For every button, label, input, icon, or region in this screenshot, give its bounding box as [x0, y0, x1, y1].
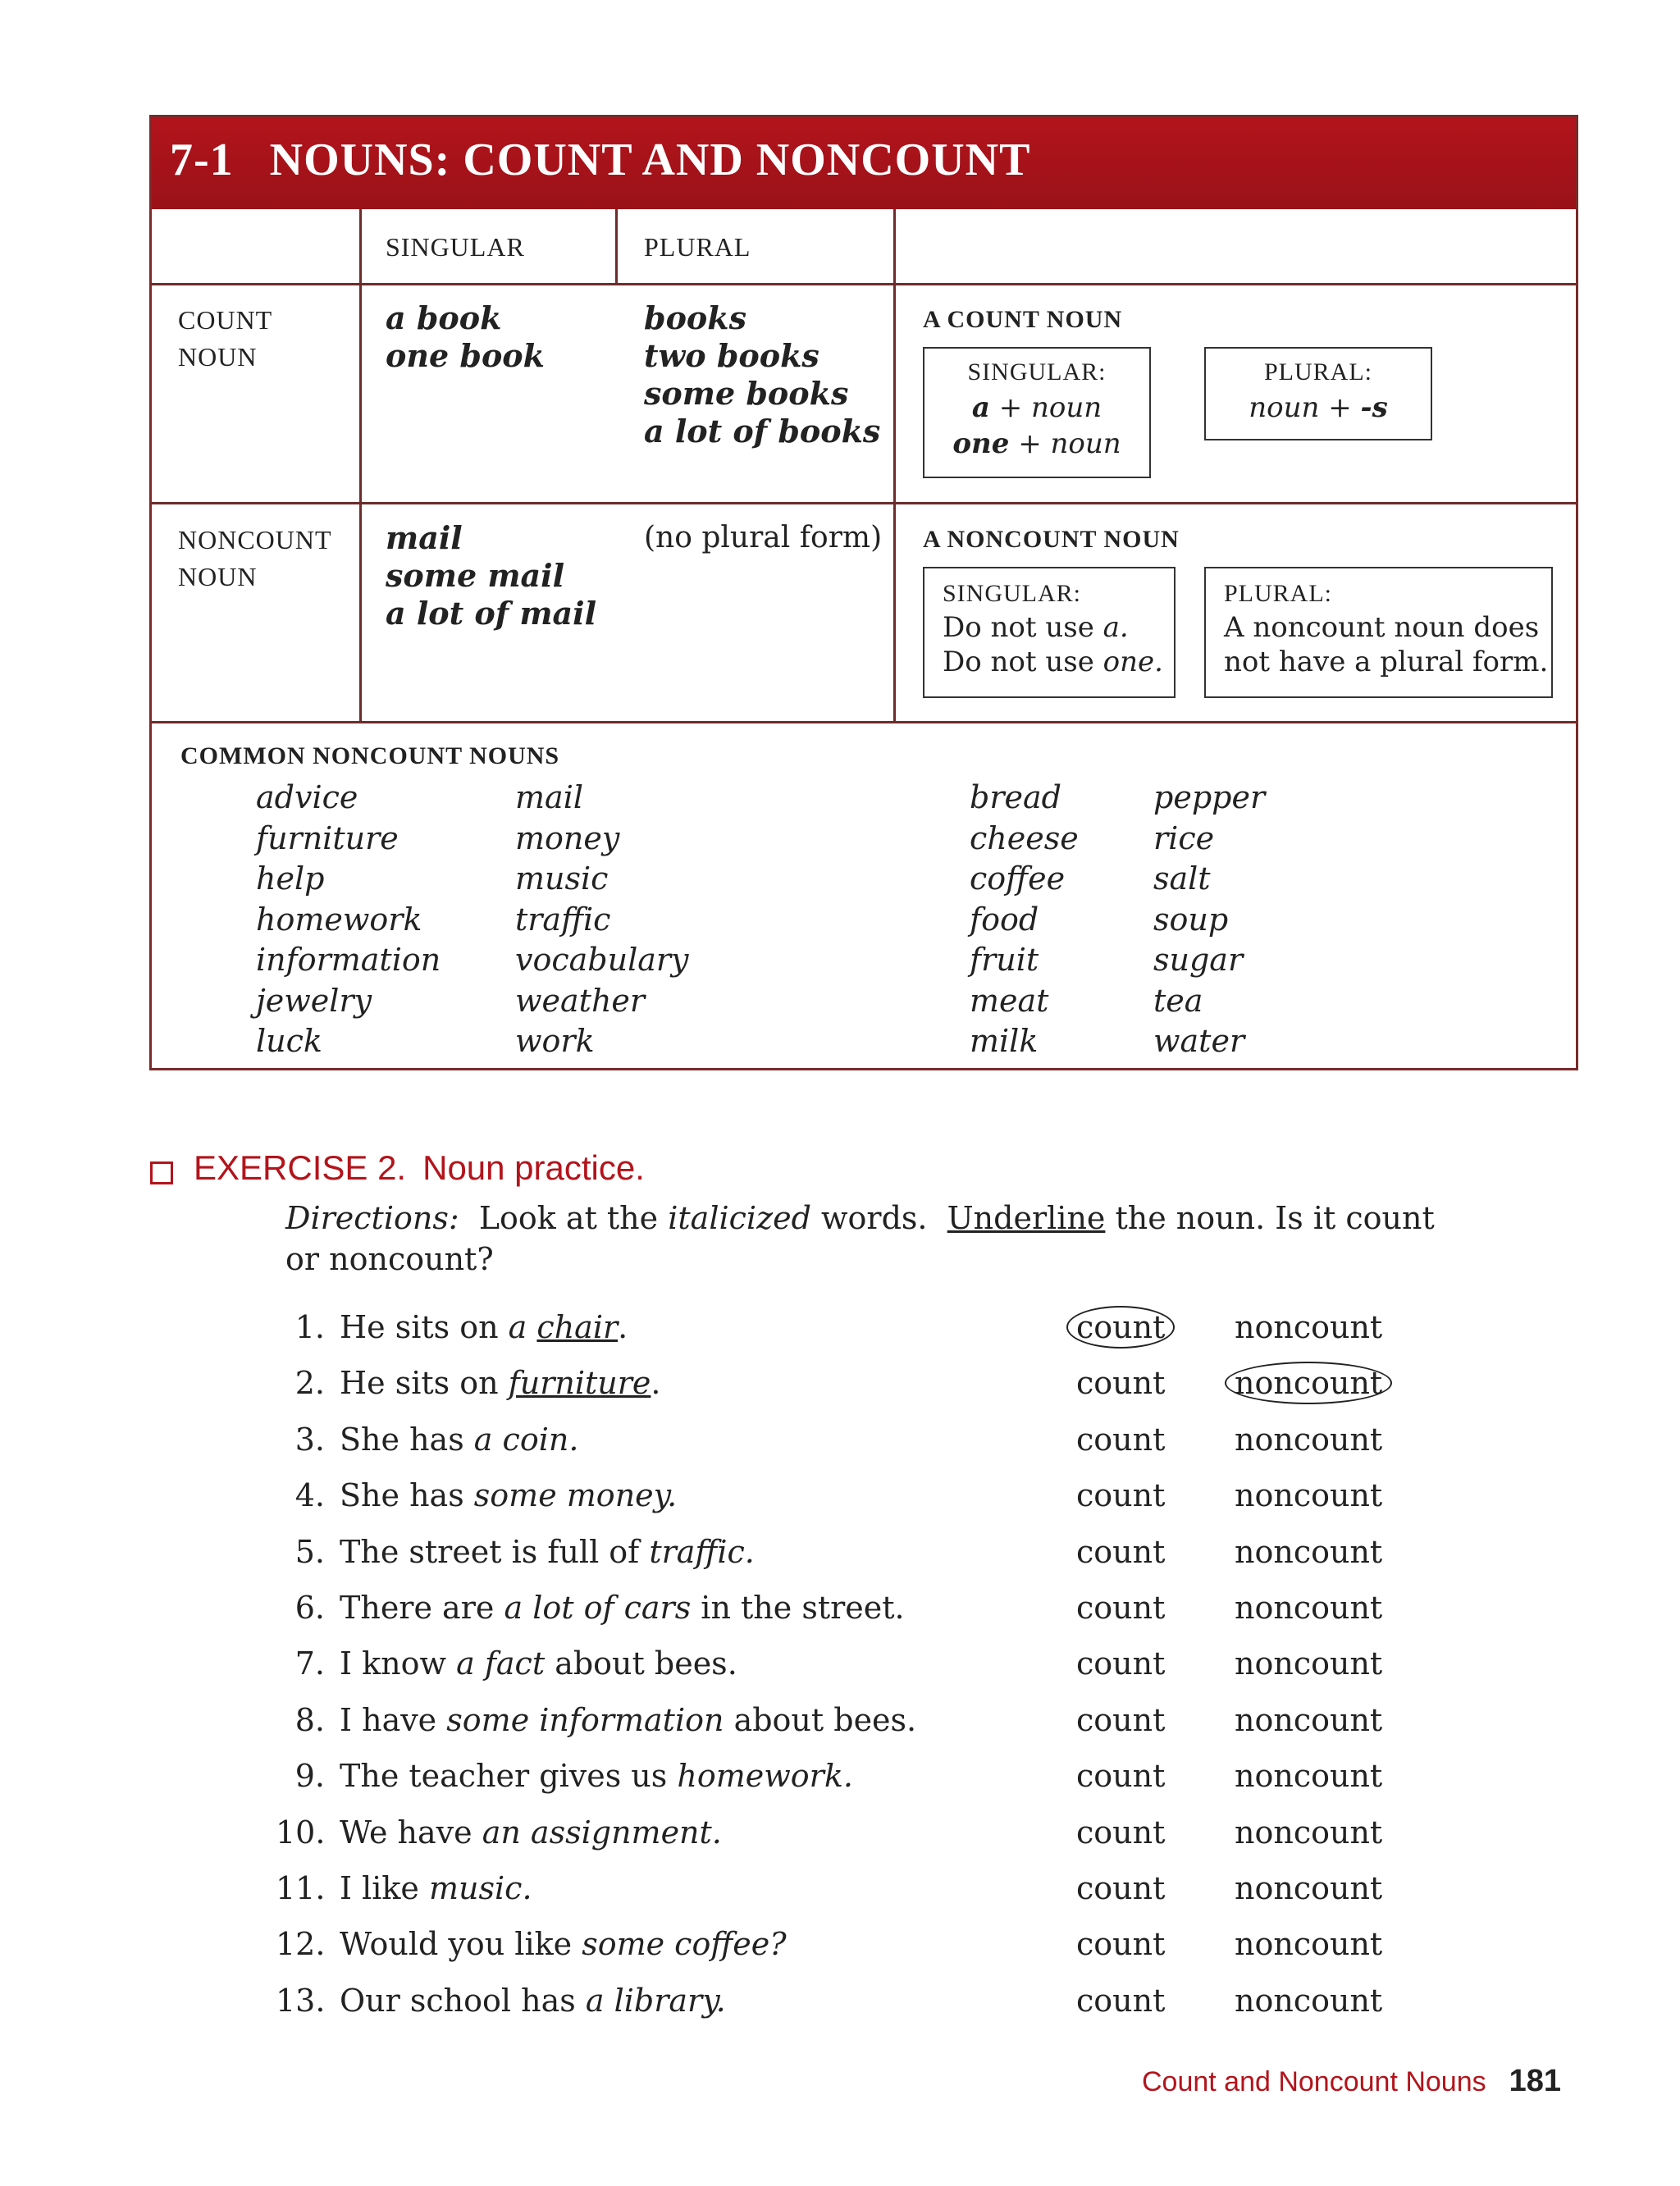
option-noncount[interactable]: noncount: [1235, 1645, 1383, 1682]
directions-label: Directions:: [285, 1200, 459, 1236]
question-text: We have an assignment.: [340, 1814, 722, 1851]
noun-item: advice: [256, 779, 358, 815]
question-text: She has a coin.: [340, 1422, 579, 1458]
option-noncount[interactable]: noncount: [1235, 1309, 1383, 1345]
example: a lot of books: [644, 413, 881, 450]
example: one book: [386, 337, 545, 374]
option-count[interactable]: count: [1076, 1702, 1166, 1738]
option-count[interactable]: count: [1076, 1814, 1166, 1851]
noun-item: traffic: [515, 901, 611, 938]
example: a book: [386, 299, 502, 336]
question-text: I like music.: [340, 1870, 532, 1906]
option-noncount[interactable]: noncount: [1235, 1926, 1383, 1962]
noun-item: rice: [1153, 819, 1215, 856]
noun-item: information: [256, 942, 441, 978]
noun-item: tea: [1153, 982, 1203, 1019]
noun-item: music: [515, 860, 609, 897]
page-number: 181: [1509, 2064, 1562, 2098]
divider: [152, 721, 1576, 723]
option-noncount[interactable]: noncount: [1235, 1814, 1383, 1851]
noncount-plural-box: [1204, 567, 1553, 698]
option-noncount[interactable]: noncount: [1235, 1758, 1383, 1794]
box-label: PLURAL:: [1263, 358, 1372, 386]
divider: [359, 209, 362, 721]
divider: [893, 209, 896, 721]
question-text: She has some money.: [340, 1477, 678, 1513]
option-count[interactable]: count: [1076, 1590, 1166, 1626]
option-count[interactable]: count: [1076, 1534, 1166, 1570]
question-text: There are a lot of cars in the street.: [340, 1590, 905, 1626]
noun-item: weather: [515, 982, 646, 1019]
exercise-checkbox[interactable]: [150, 1161, 173, 1184]
question-number: 7.: [294, 1645, 325, 1682]
option-count[interactable]: count: [1076, 1926, 1166, 1962]
column-header-singular: SINGULAR: [386, 232, 525, 262]
noun-item: sugar: [1153, 942, 1244, 978]
noncount-noun-section-title: A NONCOUNT NOUN: [923, 526, 1180, 553]
chart-title: [170, 134, 1030, 186]
box-line: not have a plural form.: [1224, 646, 1549, 678]
common-noncount-title: COMMON NONCOUNT NOUNS: [180, 742, 560, 769]
question-number: 1.: [294, 1309, 325, 1345]
noun-item: pepper: [1153, 779, 1266, 815]
noun-item: cheese: [970, 819, 1079, 856]
option-count[interactable]: count: [1076, 1870, 1166, 1906]
divider: [152, 502, 1576, 504]
noun-list-col1: [256, 778, 441, 1062]
question-text: The teacher gives us homework.: [340, 1758, 853, 1794]
exercise-label: EXERCISE 2.: [194, 1148, 407, 1187]
noun-item: homework: [256, 901, 422, 938]
noun-item: vocabulary: [515, 942, 689, 978]
noun-item: bread: [970, 779, 1061, 815]
box-label: PLURAL:: [1224, 580, 1333, 607]
exercise-title: [194, 1148, 645, 1188]
chart-header: [152, 117, 1576, 209]
option-count[interactable]: count: [1076, 1645, 1166, 1682]
example: two books: [644, 337, 819, 374]
footer-title: Count and Noncount Nouns: [1142, 2066, 1486, 2097]
question-text: Our school has a library.: [340, 1983, 726, 2019]
box-label: SINGULAR:: [967, 358, 1107, 386]
noun-list-col3: [970, 778, 1079, 1062]
count-plural-box: [1204, 347, 1432, 440]
noun-list-col2: [515, 778, 689, 1062]
question-text: I have some information about bees.: [340, 1702, 917, 1738]
exercise-directions: Directions: Look at the italicized words. Underline the noun. Is it count or noncount?: [285, 1200, 1435, 1277]
question-number: 10.: [276, 1814, 326, 1851]
noun-item: water: [1153, 1023, 1245, 1059]
box-label: SINGULAR:: [943, 580, 1082, 607]
noun-item: money: [515, 819, 620, 856]
question-number: 3.: [294, 1422, 325, 1458]
noun-item: milk: [970, 1023, 1039, 1059]
question-number: 5.: [294, 1534, 325, 1570]
box-line: noun + -s: [1249, 391, 1388, 424]
row-label-line: NOUN: [178, 562, 258, 591]
grammar-chart: [149, 115, 1578, 1070]
example: some mail: [386, 557, 565, 594]
count-singular-box: [923, 347, 1151, 478]
noun-list-col4: [1153, 778, 1265, 1062]
column-header-plural: PLURAL: [644, 232, 751, 262]
option-noncount[interactable]: noncount: [1235, 1365, 1392, 1401]
noun-item: fruit: [970, 942, 1039, 978]
noun-item: coffee: [970, 860, 1066, 897]
option-count[interactable]: count: [1076, 1758, 1166, 1794]
chart-number: 7-1: [170, 135, 234, 185]
noun-item: food: [970, 901, 1039, 938]
noun-item: salt: [1153, 860, 1211, 897]
noun-item: work: [515, 1023, 595, 1059]
question-text: I know a fact about bees.: [340, 1645, 737, 1682]
box-line: Do not use one.: [943, 646, 1163, 678]
box-line: one + noun: [952, 427, 1121, 460]
exercise-name: Noun practice.: [422, 1148, 645, 1187]
option-noncount[interactable]: noncount: [1235, 1477, 1383, 1513]
noun-item: soup: [1153, 901, 1229, 938]
option-noncount[interactable]: noncount: [1235, 1590, 1383, 1626]
row-label-line: COUNT: [178, 305, 273, 335]
noncount-singular-box: [923, 567, 1176, 698]
question-number: 6.: [294, 1590, 325, 1626]
question-text: He sits on furniture.: [340, 1365, 661, 1401]
no-plural-note: (no plural form): [644, 521, 883, 554]
question-number: 12.: [276, 1926, 326, 1962]
noun-item: mail: [515, 779, 583, 815]
count-singular-examples: [386, 299, 545, 375]
row-label-noncount: [178, 522, 332, 596]
example: some books: [644, 375, 849, 412]
example: a lot of mail: [386, 595, 597, 632]
option-count[interactable]: count: [1076, 1309, 1175, 1345]
noun-item: help: [256, 860, 325, 897]
example: books: [644, 299, 746, 336]
divider: [152, 283, 1576, 285]
question-number: 11.: [276, 1870, 326, 1906]
chart-title-text: NOUNS: COUNT AND NONCOUNT: [269, 135, 1031, 185]
page-footer: [1142, 2064, 1561, 2099]
box-line: Do not use a.: [943, 611, 1129, 644]
option-count[interactable]: count: [1076, 1365, 1166, 1401]
count-plural-examples: [644, 299, 880, 450]
question-number: 8.: [294, 1702, 325, 1738]
noncount-singular-examples: [386, 519, 596, 632]
question-number: 4.: [294, 1477, 325, 1513]
option-count[interactable]: count: [1076, 1422, 1166, 1458]
noun-item: furniture: [256, 819, 399, 856]
question-number: 2.: [294, 1365, 325, 1401]
box-line: A noncount noun does: [1224, 611, 1540, 644]
option-noncount[interactable]: noncount: [1235, 1702, 1383, 1738]
option-count[interactable]: count: [1076, 1983, 1166, 2019]
noun-item: luck: [256, 1023, 322, 1059]
question-text: The street is full of traffic.: [340, 1534, 755, 1570]
row-label-line: NOUN: [178, 342, 258, 372]
option-noncount[interactable]: noncount: [1235, 1983, 1383, 2019]
box-line: a + noun: [971, 391, 1102, 424]
question-text: Would you like some coffee?: [340, 1926, 787, 1962]
noun-item: meat: [970, 982, 1049, 1019]
option-count[interactable]: count: [1076, 1477, 1166, 1513]
noun-item: jewelry: [256, 982, 372, 1019]
row-label-count: [178, 302, 272, 376]
example: mail: [386, 519, 463, 556]
option-noncount[interactable]: noncount: [1235, 1422, 1383, 1458]
count-noun-section-title: A COUNT NOUN: [923, 306, 1123, 333]
row-label-line: NONCOUNT: [178, 525, 332, 554]
question-text: He sits on a chair.: [340, 1309, 628, 1345]
divider: [615, 209, 618, 285]
option-noncount[interactable]: noncount: [1235, 1870, 1383, 1906]
question-number: 9.: [294, 1758, 325, 1794]
question-number: 13.: [276, 1983, 326, 2019]
option-noncount[interactable]: noncount: [1235, 1534, 1383, 1570]
